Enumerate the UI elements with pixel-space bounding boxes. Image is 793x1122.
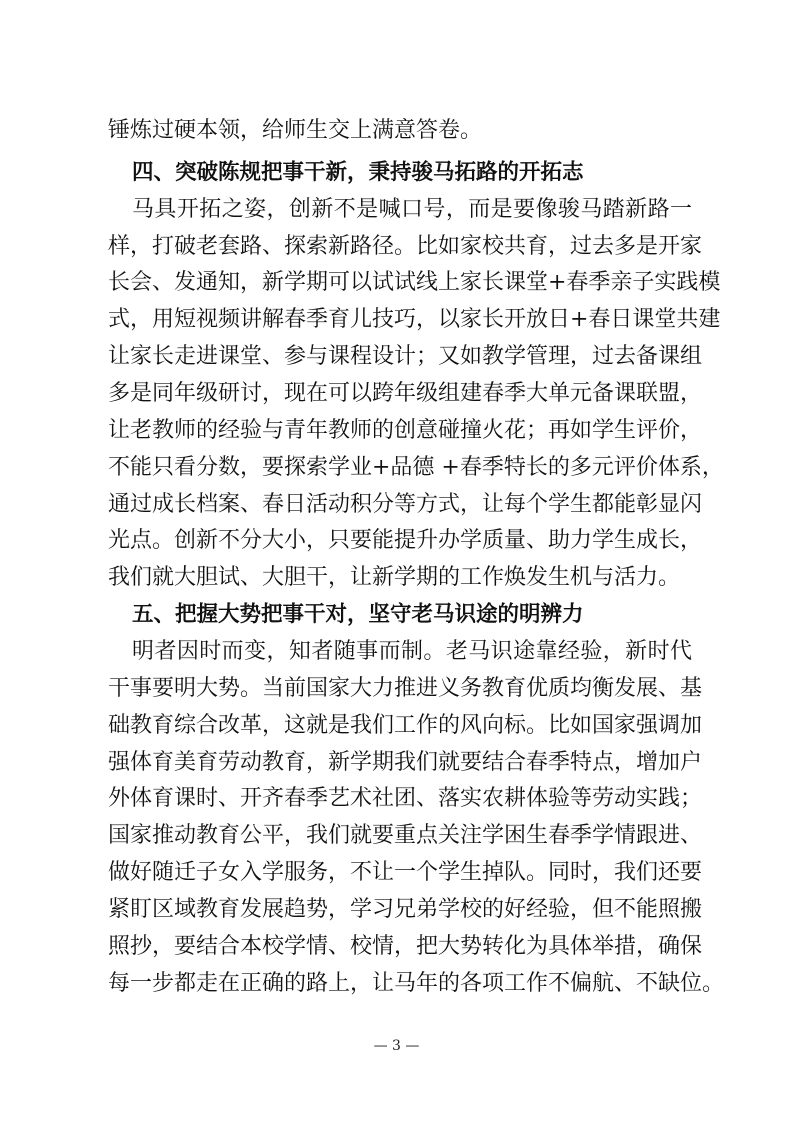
paragraph-line: 多是同年级研讨，现在可以跨年级组建春季大单元备课联盟， (108, 381, 703, 407)
section-heading: 四、突破陈规把事干新，秉持骏马拓路的开拓志 (132, 159, 584, 185)
paragraph-line: 我们就大胆试、大胆干，让新学期的工作焕发生机与活力。 (108, 565, 681, 591)
paragraph-line: 样，打破老套路、探索新路径。比如家校共育，过去多是开家 (108, 233, 703, 259)
paragraph-line: 明者因时而变，知者随事而制。老马识途靠经验，新时代 (132, 639, 692, 665)
paragraph-line: 通过成长档案、春日活动积分等方式，让每个学生都能彰显闪 (108, 491, 703, 517)
paragraph-line: 长会、发通知，新学期可以试试线上家长课堂+春季亲子实践模 (108, 270, 721, 296)
paragraph-line: 每一步都走在正确的路上，让马年的各项工作不偏航、不缺位。 (108, 970, 725, 996)
paragraph-line: 做好随迁子女入学服务，不让一个学生掉队。同时，我们还要 (108, 860, 703, 886)
paragraph-line: 干事要明大势。当前国家大力推进义务教育优质均衡发展、基 (108, 675, 703, 701)
paragraph-line: 让老教师的经验与青年教师的创意碰撞火花；再如学生评价， (108, 417, 703, 443)
paragraph-line: 光点。创新不分大小，只要能提升办学质量、助力学生成长， (108, 528, 703, 554)
paragraph-line: 国家推动教育公平，我们就要重点关注学困生春季学情跟进、 (108, 823, 703, 849)
paragraph-line: 紧盯区域教育发展趋势，学习兄弟学校的好经验，但不能照搬 (108, 897, 703, 923)
paragraph-line: 外体育课时、开齐春季艺术社团、落实农耕体验等劳动实践； (108, 786, 703, 812)
paragraph-line: 式，用短视频讲解春季育儿技巧，以家长开放日+春日课堂共建 (108, 307, 721, 333)
paragraph-line: 让家长走进课堂、参与课程设计；又如教学管理，过去备课组 (108, 344, 703, 370)
paragraph-line: 锤炼过硬本领，给师生交上满意答卷。 (108, 118, 483, 143)
document-body (108, 113, 725, 1003)
section-heading: 五、把握大势把事干对，坚守老马识途的明辨力 (132, 602, 584, 628)
paragraph-line: 照抄，要结合本校学情、校情，把大势转化为具体举措，确保 (108, 933, 703, 959)
page-number: — 3 — (373, 1038, 420, 1054)
paragraph-line: 础教育综合改革，这就是我们工作的风向标。比如国家强调加 (108, 712, 703, 738)
paragraph-line: 马具开拓之姿，创新不是喊口号，而是要像骏马踏新路一 (132, 196, 692, 222)
paragraph-line: 不能只看分数，要探索学业+品德 +春季特长的多元评价体系， (108, 454, 724, 480)
paragraph-line: 强体育美育劳动教育，新学期我们就要结合春季特点，增加户 (108, 749, 703, 775)
